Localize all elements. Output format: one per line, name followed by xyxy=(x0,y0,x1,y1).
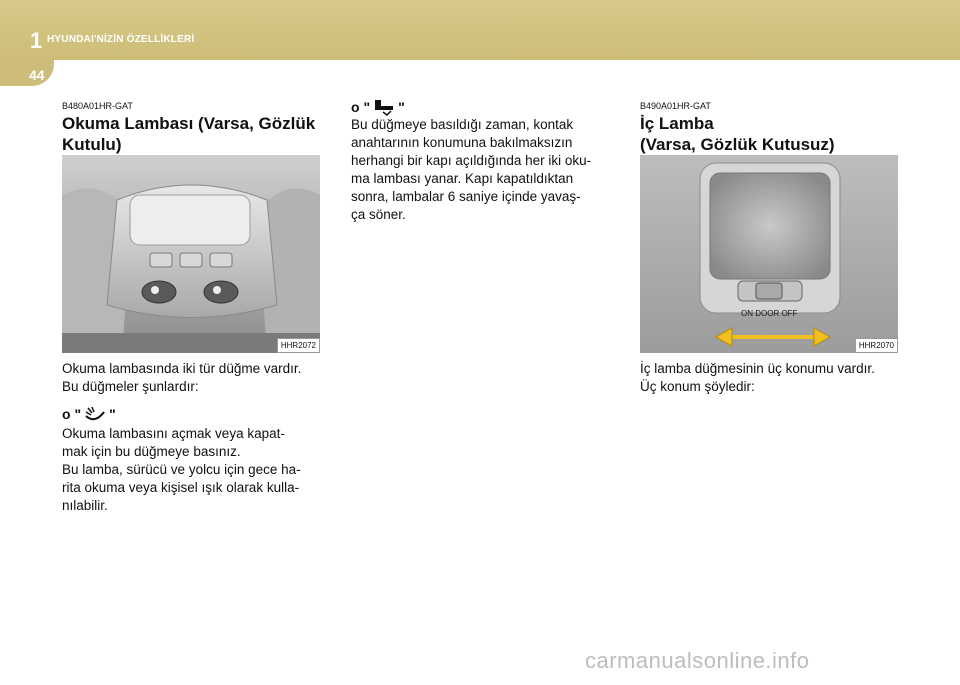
photo-caption: HHR2072 xyxy=(277,338,320,353)
right-column xyxy=(640,101,898,155)
reading-lamp-description xyxy=(62,425,320,515)
chapter-header-bar xyxy=(0,0,960,60)
body-line: Bu lamba, sürücü ve yolcu için gece ha- xyxy=(62,462,301,477)
door-description xyxy=(351,116,608,224)
page-number: 44 xyxy=(29,67,45,83)
intro-line-1: İç lamba düğmesinin üç konumu vardır. xyxy=(640,361,875,376)
reading-lamp-icon xyxy=(84,406,106,422)
section-title-line-2: Kutulu) xyxy=(62,135,122,154)
section-code: B490A01HR-GAT xyxy=(640,101,711,111)
section-title-line-1: İç Lamba xyxy=(640,114,714,133)
intro-line-2: Bu düğmeler şunlardır: xyxy=(62,379,199,394)
body-line: sonra, lambalar 6 saniye içinde yavaş- xyxy=(351,189,581,204)
body-line: rita okuma veya kişisel ışık olarak kulla- xyxy=(62,480,300,495)
body-line: ma lambası yanar. Kapı kapatıldıktan xyxy=(351,171,574,186)
chapter-number: 1 xyxy=(30,28,43,53)
right-text xyxy=(640,360,902,396)
sub-suffix: " xyxy=(109,406,116,422)
door-subheading xyxy=(351,98,608,116)
intro-line-1: Okuma lambasında iki tür düğme vardır. xyxy=(62,361,302,376)
intro-text xyxy=(640,360,902,396)
reading-lamp-photo xyxy=(62,155,320,353)
intro-text xyxy=(62,360,320,396)
reading-lamp-illustration xyxy=(62,155,320,353)
section-title xyxy=(640,113,898,155)
interior-lamp-illustration xyxy=(640,155,898,353)
page-number-tab xyxy=(0,60,54,86)
sub-prefix: o " xyxy=(351,99,371,115)
body-line: Okuma lambasını açmak veya kapat- xyxy=(62,426,285,441)
chapter-title: HYUNDAI'NİZİN ÖZELLİKLERİ xyxy=(47,34,195,45)
reading-lamp-subheading xyxy=(62,405,320,423)
switch-position-labels: ON DOOR OFF xyxy=(741,309,798,318)
section-code: B480A01HR-GAT xyxy=(62,101,133,111)
body-line: ça söner. xyxy=(351,207,406,222)
section-title-line-1: Okuma Lambası (Varsa, Gözlük xyxy=(62,114,316,133)
body-line: anahtarının konumuna bakılmaksızın xyxy=(351,135,573,150)
watermark: carmanualsonline.info xyxy=(585,648,810,673)
left-column xyxy=(62,101,320,155)
section-title xyxy=(62,113,320,155)
interior-lamp-photo xyxy=(640,155,898,353)
section-title-line-2: (Varsa, Gözlük Kutusuz) xyxy=(640,135,835,154)
left-text xyxy=(62,360,320,515)
photo-caption: HHR2070 xyxy=(855,338,898,353)
middle-column xyxy=(351,98,608,224)
body-line: nılabilir. xyxy=(62,498,108,513)
sub-prefix: o " xyxy=(62,406,82,422)
intro-line-2: Üç konum şöyledir: xyxy=(640,379,755,394)
body-line: herhangi bir kapı açıldığında her iki oku- xyxy=(351,153,592,168)
body-line: Bu düğmeye basıldığı zaman, kontak xyxy=(351,117,574,132)
sub-suffix: " xyxy=(398,99,405,115)
door-icon xyxy=(373,98,395,116)
body-line: mak için bu düğmeye basınız. xyxy=(62,444,241,459)
